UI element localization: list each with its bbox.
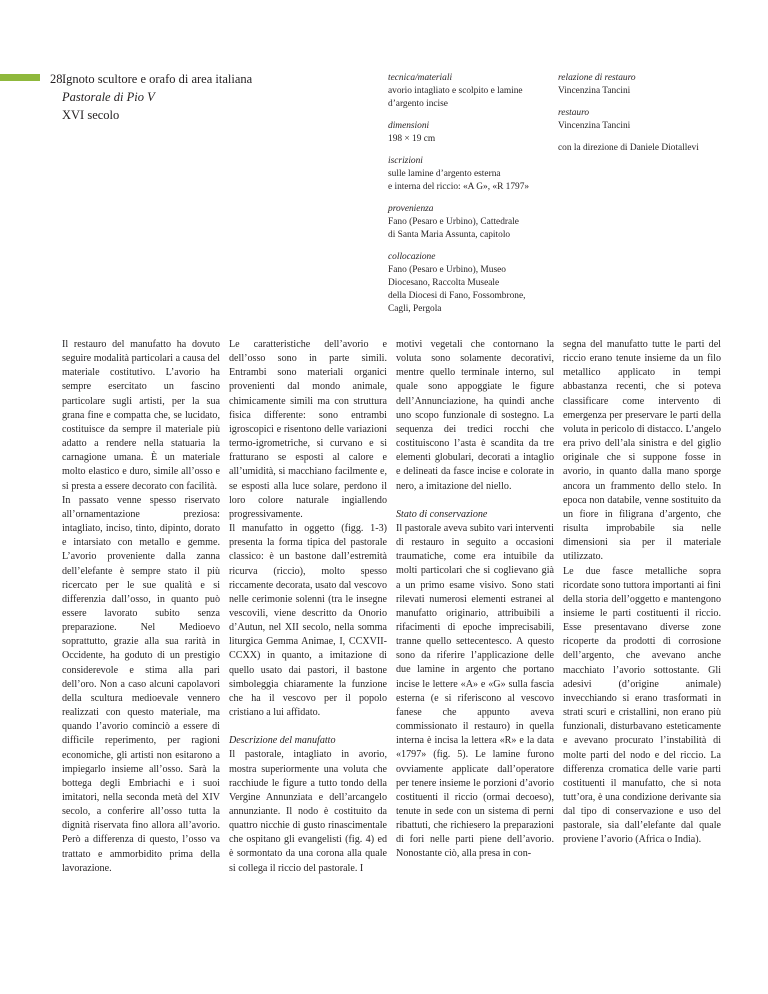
meta-label: relazione di restauro xyxy=(558,73,636,83)
metadata-right xyxy=(558,72,748,164)
paragraph: motivi vegetali che contornano la voluta sono solamente decorativi, mentre quello terminale interno, sul quale sono appoggiate le figure dell’Annunciazione, ha quindi anche uno scopo funzionale di sostegno. La sequenza dei tredici rocchi che costituiscono l’asta è scandita da tre elementi globulari, decorati a intaglio e delineati da fasce incise e colorate in nero, a imitazione del niello. xyxy=(396,339,554,492)
paragraph: In passato venne spesso riservato all’ornamentazione preziosa: intagliato, inciso, tinto, dipinto, dorato e intarsiato con metallo e gemme. L’avorio proveniente dalla zanna dell’elefante è sempre stato il più ricercato per le sue qualità e si differenzia dall’osso, in quanto può essere lavorato subito senza preparazione. Nel Medioevo soprattutto, grazie alla sua rarità in Occidente, ha goduto di un prestigio considerevole e stima alla pari dell’oro. Non a caso alcuni capolavori della scultura medioevale vennero realizzati con questo materiale, ma quando l’avorio cominciò a essere di difficile reperimento, per ragioni economiche, gli artisti non esitarono a impiegarlo insieme all’osso. Sarà la bottega degli Embriachi e i suoi imitatori, nella seconda metà del XIV secolo, a conferire all’osso tutta la dignità riservata fino allora all’avorio. Però a differenza di questo, l’osso va trattato e ammorbidito prima della lavorazione. xyxy=(62,494,220,874)
meta-restoration xyxy=(558,107,748,155)
meta-value: Fano (Pesaro e Urbino), Cattedrale di Santa Maria Assunta, capitolo xyxy=(388,217,519,240)
body-column-4 xyxy=(563,338,721,848)
meta-label: provenienza xyxy=(388,204,434,214)
meta-dimensions xyxy=(388,120,548,146)
meta-inscriptions xyxy=(388,155,548,194)
section-heading: Descrizione del manufatto xyxy=(229,735,336,747)
meta-provenance xyxy=(388,203,548,242)
paragraph: Il pastorale, intagliato in avorio, mostra superiormente una voluta che racchiude le figure a tutto tondo della Vergine Annunziata e dell’arcangelo annunziante. Il nodo è costituito da quattro nicchie di gusto rinascimentale che ospitano gli evangelisti (fig. 4) ed è sormontato da una corona alla quale si collega il riccio del pastorale. I xyxy=(229,749,387,874)
meta-label: dimensioni xyxy=(388,121,430,131)
meta-value: Vincenzina Tancini xyxy=(558,121,631,131)
paragraph: Il restauro del manufatto ha dovuto seguire modalità particolari a causa del materiale costitutivo. L’avorio ha sempre esercitato un fascino particolare sugli artisti, per la sua grana fine e compatta che, se lucidato, costituisce da sempre il materiale più adatto a rendere nella statuaria la carnagione umana. È un materiale molto elastico e duro, simile all’osso e si presta a essere decorato con facilità. xyxy=(62,339,220,492)
accent-bar xyxy=(0,74,40,81)
entry-date: XVI secolo xyxy=(62,108,120,122)
body-column-2 xyxy=(229,338,387,876)
meta-label: tecnica/materiali xyxy=(388,73,453,83)
paragraph: Il manufatto in oggetto (figg. 1-3) presenta la forma tipica del pastorale classico: è un bastone dall’estremità ricurva (riccio), molto spesso riccamente decorata, usato dal vescovo nelle cerimonie solenni (tra le insegne vescovili, viene descritto da Onorio d’Autun, nel XII secolo, nella somma liturgica Gemma Animae, I, CCXVII- CCXX) in quanto, a imitazione di quello usato dai pastori, il bastone simboleggia chiaramente la funzione che ha il vescovo per il popolo cristiano a lui affidato. xyxy=(229,523,387,719)
paragraph: segna del manufatto tutte le parti del riccio erano tenute insieme da un filo metallico applicato in tempi abbastanza recenti, che si poteva classificare come intervento di emergenza per preservare le parti della voluta in pericolo di distacco. L’angelo era privo dell’ala sinistra e del giglio originale che si suppone fosse in avorio, in quanto dalla mano sporge ancora un frammento dello stelo. In epoca non databile, venne sostituito da un fiore in filigrana d’argento, che risulta improbabile sia nelle dimensioni sia per il materiale utilizzato. xyxy=(563,339,721,563)
meta-location xyxy=(388,251,548,316)
entry-title: Pastorale di Pio V xyxy=(62,90,155,104)
meta-value: avorio intagliato e scolpito e lamine d’argento incise xyxy=(388,86,523,109)
meta-label: restauro xyxy=(558,108,590,118)
paragraph: Il pastorale aveva subito vari interventi di restauro in seguito a occasioni traumatiche, come era intuibile da molti particolari che si coglievano già a un primo esame visivo. Sono stati rilevati numerosi elementi estranei al manufatto originario, attribuibili a rifacimenti di epoche imprecisabili, tranne quello settecentesco. A questo sono da riferire l’applicazione delle due lamine in argento che portano incise le lettere «A» e «G» sulla fascia esterna (e si riferiscono al vescovo fanese che appunto aveva commissionato il restauro) in quella interna è incisa la lettera «R» e la data «1797» (fig. 5). Le lamine furono ovviamente applicate dall’operatore per tenere insieme le porzioni d’avorio costituenti il riccio (ormai decoeso), tenute in sede con un sistema di perni ribattuti, che richiesero la preparazioni di fori nelle parti piene dell’avorio. Nonostante ciò, alla presa in con- xyxy=(396,522,554,860)
entry-heading xyxy=(62,70,322,124)
meta-report xyxy=(558,72,748,98)
paragraph: Le caratteristiche dell’avorio e dell’osso sono in parte simili. Entrambi sono materiali organici provenienti dal mondo animale, chimicamente simili ma con struttura fisica differente: sono entrambi igroscopici e risentono delle variazioni termo-igrometriche, si curvano e si fratturano se esposti al calore e all’umidità, si macchiano facilmente e, se esposti alla luce solare, perdono il loro colore naturale ingiallendo progressivamente. xyxy=(229,339,387,520)
meta-direction: con la direzione di Daniele Diotallevi xyxy=(558,143,699,153)
meta-technique xyxy=(388,72,548,111)
body-column-3 xyxy=(396,338,554,862)
meta-label: iscrizioni xyxy=(388,156,423,166)
meta-value: Fano (Pesaro e Urbino), Museo Diocesano, Raccolta Museale della Diocesi di Fano, Fossombrone, Cagli, Pergola xyxy=(388,265,526,314)
entry-author: Ignoto scultore e orafo di area italiana xyxy=(62,72,253,86)
meta-value: Vincenzina Tancini xyxy=(558,86,631,96)
meta-value: sulle lamine d’argento esterna e interna del riccio: «A G», «R 1797» xyxy=(388,169,530,192)
meta-value: 198 × 19 cm xyxy=(388,134,436,144)
section-heading: Stato di conservazione xyxy=(396,508,488,520)
metadata-left xyxy=(388,72,548,325)
meta-label: collocazione xyxy=(388,252,436,262)
body-column-1 xyxy=(62,338,220,876)
entry-number: 28. xyxy=(50,72,66,86)
paragraph: Le due fasce metalliche sopra ricordate sono tuttora importanti ai fini della storia dell’oggetto e mantengono insieme le parti costituenti il riccio. Esse presentavano diverse zone ricoperte da prodotti di corrosione dell’argento, che avevano anche macchiato l’avorio sottostante. Gli adesivi (d’origine animale) invecchiando si erano trasformati in strati scuri e cristallini, non erano più funzionali, disturbavano esteticamente e avevano procurato l’instabilità di molte parti del nodo e del riccio. La differenza cromatica delle varie parti costituenti il manufatto, che si nota tutt’ora, è una condizione derivante sia dal tipo di conservazione e uso del pastorale, sia dall’elefante dal quale proviene l’avorio (Africa o India). xyxy=(563,565,721,846)
